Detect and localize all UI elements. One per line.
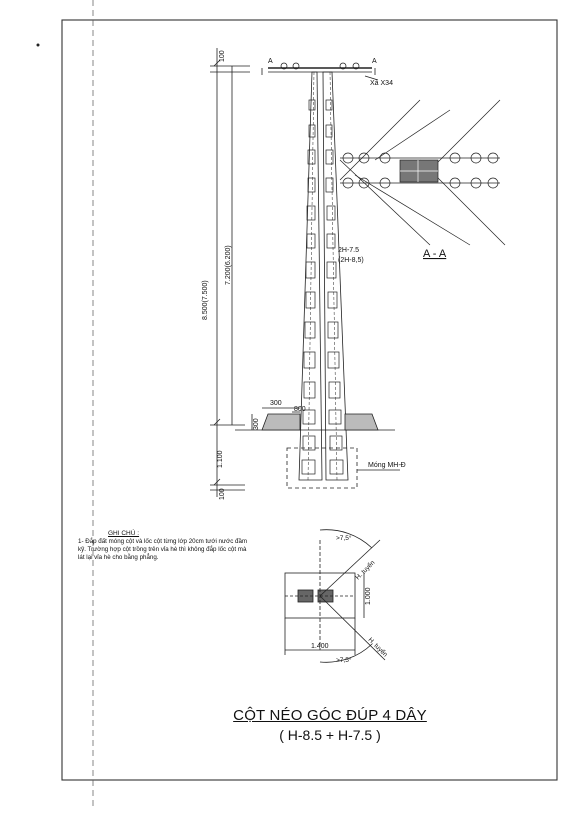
section-aa-label: A - A: [423, 248, 447, 260]
dim-mound-offset: 800: [294, 406, 306, 413]
plan-load-bottom: H. tuyến: [366, 636, 389, 659]
dim-bottom-offset: 100: [219, 488, 226, 500]
dim-top-offset: 100: [219, 50, 226, 62]
foundation-label: Móng MH-Đ: [368, 462, 406, 469]
punch-dot: [37, 44, 40, 47]
pole-label-1: 2H-7.5: [338, 247, 360, 254]
pole-openings: [302, 100, 343, 474]
dim-mound-width: 300: [270, 400, 282, 407]
dim-embed-depth: 1.100: [217, 450, 224, 468]
crossarm-label: Xà X34: [370, 80, 393, 87]
notes-heading: GHI CHÚ :: [108, 530, 140, 537]
notes-text: 1- Đắp đất móng cột và lốc cột từng lớp 20cm tưới nước đầm kỹ. Trường hợp cột trồng trên vỉa hè thì không đắp lốc cột mà lát lại vỉa hè cho bằng phẳng.: [78, 538, 248, 561]
drawing-subtitle: ( H-8.5 + H-7.5 ): [279, 727, 381, 743]
plan-angle-top: >7,5°: [336, 535, 352, 542]
drawing-title: CỘT NÉO GÓC ĐÚP 4 DÂY: [233, 707, 427, 724]
section-aa-view: [340, 100, 505, 245]
section-marker-left: A: [268, 58, 273, 65]
dim-mound-height: 300: [253, 418, 260, 430]
dim-total-height: 8.500(7.500): [202, 280, 209, 320]
plan-base-length: 1.400: [311, 643, 329, 650]
pole-label-2: (2H-8,5): [338, 257, 364, 264]
sheet-border: [62, 20, 557, 780]
plan-load-top: H. tuyến: [354, 559, 377, 582]
plan-angle-bottom: >7,5°: [336, 657, 352, 664]
dim-pole-height: 7.200(6.200): [225, 245, 232, 285]
section-marker-right: A: [372, 58, 377, 65]
title-block: [200, 707, 460, 743]
notes-block: [78, 530, 253, 562]
plan-base-width: 1.000: [365, 587, 372, 605]
